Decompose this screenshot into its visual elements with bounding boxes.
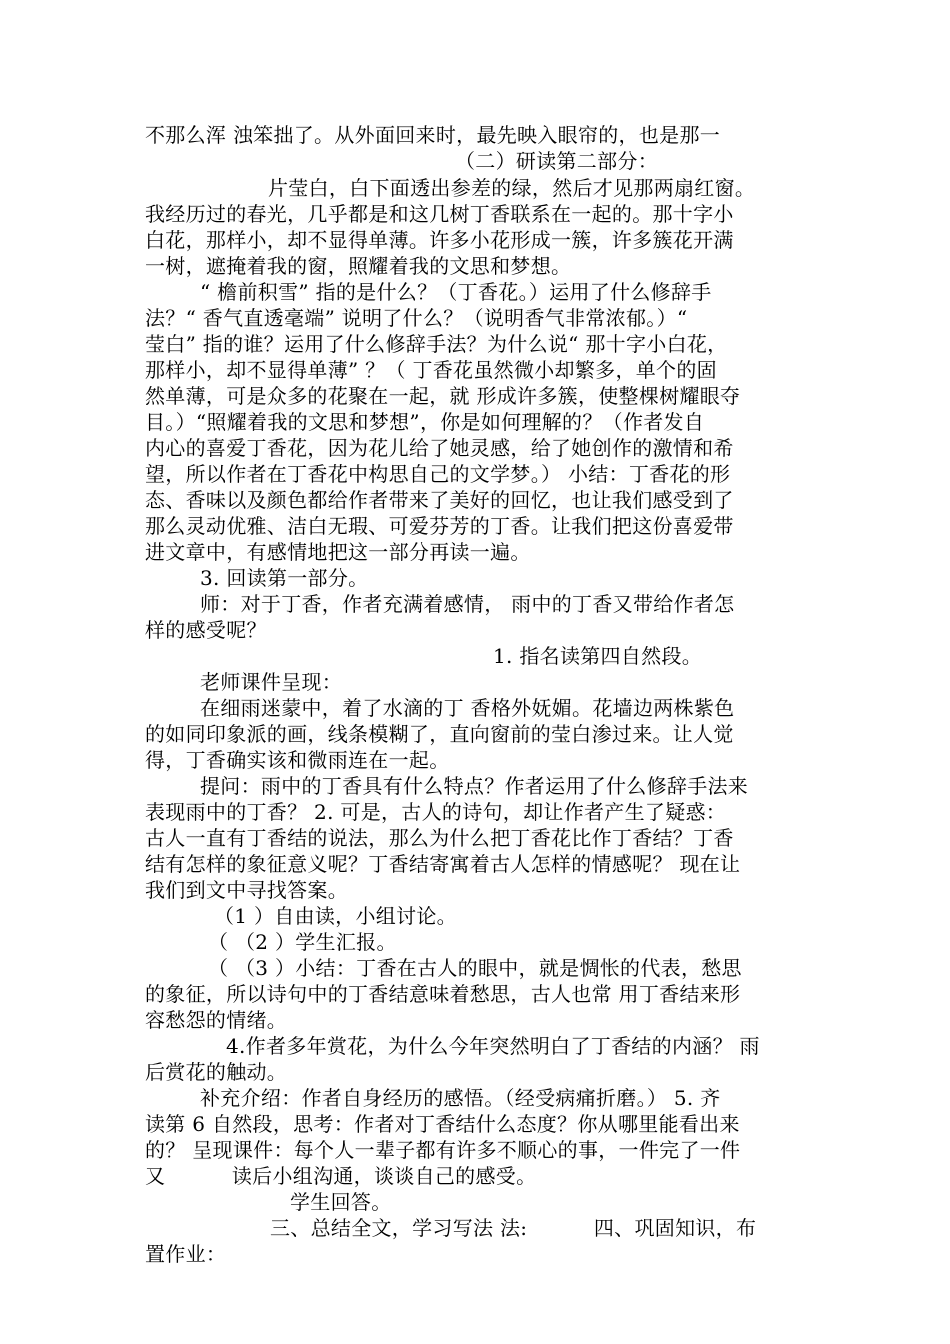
text-line: 态、香味以及颜色都给作者带来了美好的回忆，也让我们感受到了: [145, 488, 734, 512]
text-line: 老师课件呈现：: [200, 670, 343, 694]
text-line: 内心的喜爱丁香花，因为花儿给了她灵感，给了她创作的激情和希: [145, 436, 734, 460]
text-line: 的象征，所以诗句中的丁香结意味着愁思，古人也常 用丁香结来形: [145, 982, 741, 1006]
text-line: “ 檐前积雪” 指的是什么？（丁香花。）运用了什么修辞手: [200, 280, 712, 304]
text-line: 一树，遮掩着我的窗，照耀着我的文思和梦想。: [145, 254, 572, 278]
list-item: （ （3 ）小结：丁香在古人的眼中，就是惆怅的代表，愁思: [208, 956, 742, 980]
text-line: 法？“ 香气直透毫端” 说明了什么？（说明香气非常浓郁。）“: [145, 306, 688, 330]
text-line: 片莹白，白下面透出参差的绿，然后才见那两扇红窗。: [268, 176, 756, 200]
list-item: （1 ）自由读，小组讨论。: [214, 904, 457, 928]
text-line: 表现雨中的丁香？ 2. 可是，古人的诗句，却让作者产生了疑惑：: [145, 800, 727, 824]
text-line: 我们到文中寻找答案。: [145, 878, 348, 902]
text-line: 结有怎样的象征意义呢？丁香结寄寓着古人怎样的情感呢？ 现在让: [145, 852, 741, 876]
text-line: 古人一直有丁香结的说法，那么为什么把丁香花比作丁香结？丁香: [145, 826, 734, 850]
text-line: 师：对于丁香，作者充满着感情， 雨中的丁香又带给作者怎: [200, 592, 735, 616]
text-line: 不那么浑 浊笨拙了。从外面回来时，最先映入眼帘的，也是那一: [145, 123, 721, 147]
section-heading: 1. 指名读第四自然段。: [493, 644, 703, 668]
text-line: 得，丁香确实该和微雨连在一起。: [145, 748, 450, 772]
text-line: 置作业：: [145, 1242, 227, 1266]
text-line: 在细雨迷蒙中，着了水滴的丁 香格外妩媚。花墙边两株紫色: [200, 696, 735, 720]
text-line: 白花，那样小，却不显得单薄。许多小花形成一簇，许多簇花开满: [145, 228, 734, 252]
text-line: 我经历过的春光，几乎都是和这几树丁香联系在一起的。那十字小: [145, 202, 734, 226]
text-line: 又 读后小组沟通，谈谈自己的感受。: [145, 1164, 537, 1188]
list-item: （ （2 ）学生汇报。: [208, 930, 397, 954]
text-line: 那么灵动优雅、洁白无瑕、可爱芬芳的丁香。让我们把这份喜爱带: [145, 514, 734, 538]
text-line: 补充介绍：作者自身经历的感悟。（经受病痛折磨。） 5. 齐: [200, 1086, 721, 1110]
text-line: 提问：雨中的丁香具有什么特点？作者运用了什么修辞手法来: [200, 774, 749, 798]
text-line: 的？ 呈现课件：每个人一辈子都有许多不顺心的事，一件完了一件: [145, 1138, 741, 1162]
text-line: 4.作者多年赏花，为什么今年突然明白了丁香结的内涵？ 雨: [226, 1034, 760, 1058]
text-line: 容愁怨的情绪。: [145, 1008, 288, 1032]
section-heading: 3. 回读第一部分。: [200, 566, 369, 590]
text-line: 学生回答。: [290, 1190, 392, 1214]
text-line: 莹白” 指的谁？运用了什么修辞手法？为什么说“ 那十字小白花，: [145, 332, 728, 356]
text-line: 望，所以作者在丁香花中构思自己的文学梦。） 小结：丁香花的形: [145, 462, 731, 486]
text-line: 样的感受呢？: [145, 618, 267, 642]
text-line: 后赏花的触动。: [145, 1060, 288, 1084]
text-line: 进文章中，有感情地把这一部分再读一遍。: [145, 540, 531, 564]
section-heading: （二）研读第二部分：: [455, 149, 658, 173]
text-line: 然单薄，可是众多的花聚在一起，就 形成许多簇，使整棵树耀眼夺: [145, 384, 741, 408]
text-line: 那样小，却不显得单薄” ？（ 丁香花虽然微小却繁多，单个的固: [145, 358, 717, 382]
text-line: 目。）“照耀着我的文思和梦想”，你是如何理解的？（作者发自: [145, 410, 705, 434]
text-line: 读第 6 自然段，思考：作者对丁香结什么态度？你从哪里能看出来: [145, 1112, 740, 1136]
text-line: 的如同印象派的画，线条模糊了，直向窗前的莹白渗过来。让人觉: [145, 722, 734, 746]
section-heading: 三、总结全文，学习写法 法: 四、巩固知识，布: [270, 1216, 757, 1240]
